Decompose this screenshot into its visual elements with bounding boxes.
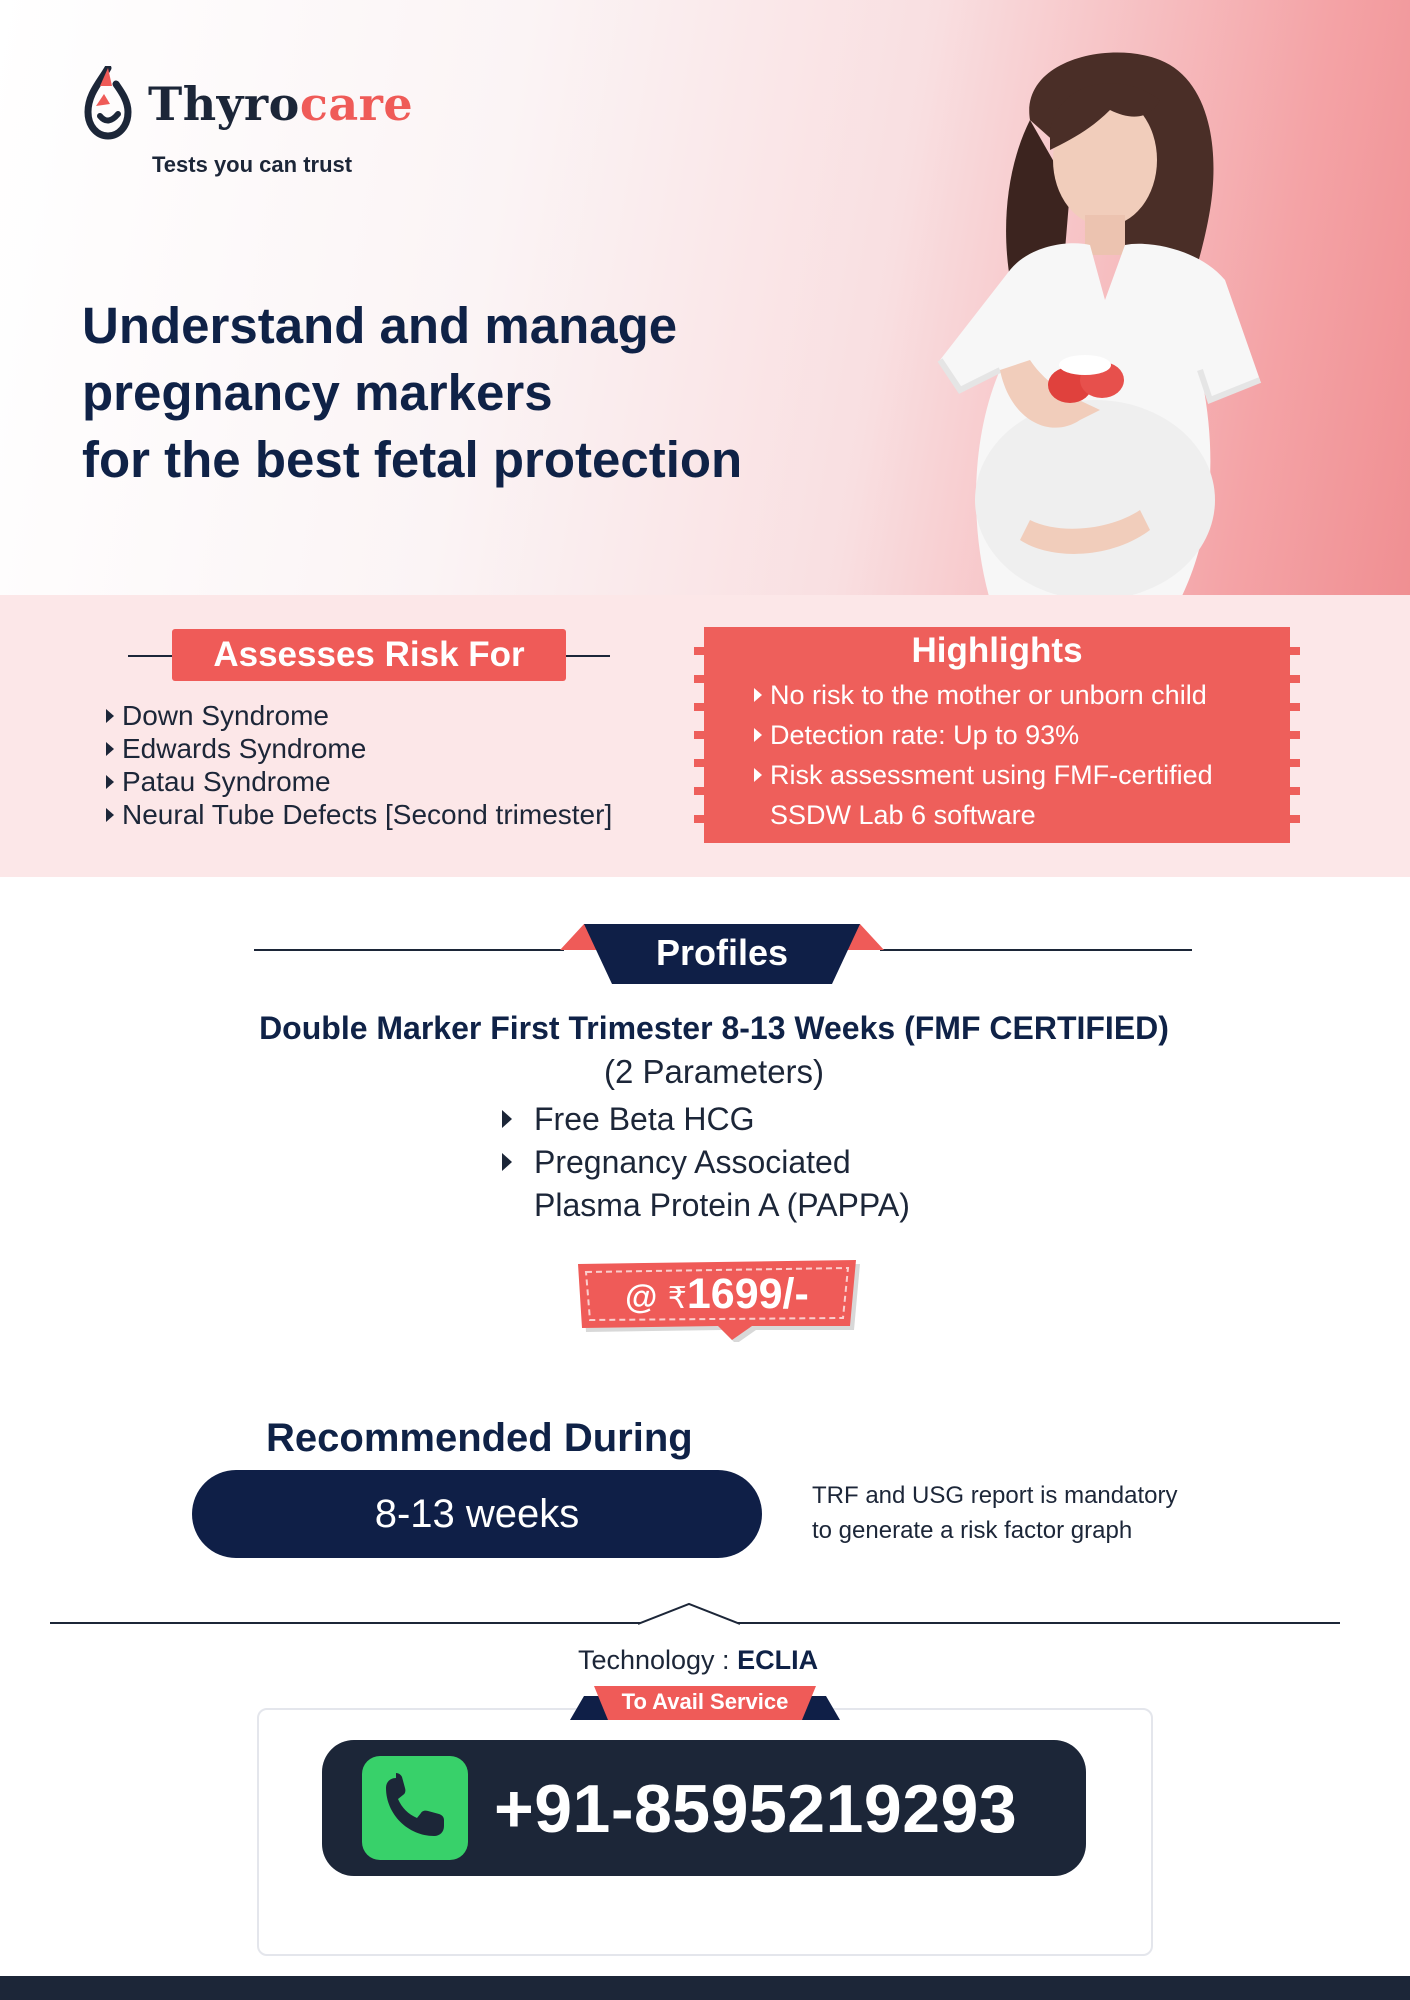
- highlight-item: Risk assessment using FMF-certified: [752, 755, 1290, 795]
- phone-number[interactable]: +91-8595219293: [494, 1771, 1018, 1847]
- risk-list: [104, 699, 612, 831]
- divider-peak: [638, 1602, 740, 1626]
- risk-title: Assesses Risk For: [172, 629, 566, 681]
- recommended-title: Recommended During: [266, 1416, 693, 1460]
- profiles-label: Profiles: [655, 932, 789, 973]
- parameter-item: Pregnancy Associated: [502, 1141, 910, 1184]
- profile-params-count: (2 Parameters): [603, 1053, 825, 1090]
- price-prefix: @: [625, 1278, 658, 1315]
- recommended-period: 8-13 weeks: [192, 1470, 762, 1558]
- hero-section: [0, 0, 1410, 595]
- phone-icon: [362, 1756, 468, 1860]
- technology-value: ECLIA: [737, 1645, 819, 1675]
- technology: [0, 1645, 1396, 1676]
- risk-item: Down Syndrome: [104, 699, 612, 732]
- price: [572, 1270, 862, 1319]
- price-amount: 1699/-: [686, 1270, 809, 1318]
- parameter-item: Free Beta HCG: [502, 1098, 910, 1141]
- highlights-list: [752, 675, 1290, 835]
- risk-item: Edwards Syndrome: [104, 732, 612, 765]
- risk-title-rule-left: [128, 655, 172, 657]
- profiles-rule-right: [880, 949, 1192, 951]
- note-line: to generate a risk factor graph: [812, 1517, 1133, 1544]
- highlight-item-continued: SSDW Lab 6 software: [770, 800, 1036, 830]
- brand-tagline: Tests you can trust: [152, 152, 353, 177]
- risk-item: Patau Syndrome: [104, 765, 612, 798]
- brand-logo: [82, 66, 413, 142]
- note-line: TRF and USG report is mandatory: [812, 1482, 1178, 1509]
- parameter-list: [502, 1098, 910, 1227]
- highlight-item: No risk to the mother or unborn child: [752, 675, 1290, 715]
- footer-bar: [0, 1976, 1410, 2000]
- risk-highlights-section: [0, 595, 1410, 877]
- risk-title-rule-right: [566, 655, 610, 657]
- rupee-icon: ₹: [667, 1282, 687, 1315]
- highlights-box: [694, 627, 1300, 843]
- parameter-item-continued: Plasma Protein A (PAPPA): [534, 1187, 910, 1223]
- pregnant-woman-photo: [880, 40, 1340, 595]
- headline-line: Understand and manage: [82, 297, 678, 354]
- recommended-note: [812, 1478, 1232, 1548]
- profiles-rule-left: [254, 949, 564, 951]
- avail-service-label: To Avail Service: [621, 1689, 789, 1714]
- profile-name: Double Marker First Trimester 8-13 Weeks (FMF CERTIFIED): [259, 1010, 1169, 1046]
- divider-right: [738, 1622, 1340, 1624]
- headline-line: for the best fetal protection: [82, 431, 743, 488]
- technology-label: Technology :: [577, 1645, 730, 1675]
- thyrocare-drop-icon: [82, 66, 134, 142]
- hero-headline: [82, 292, 842, 493]
- headline-line: pregnancy markers: [82, 364, 553, 421]
- brand-name: Thyrocare: [148, 77, 414, 131]
- highlight-item: Detection rate: Up to 93%: [752, 715, 1290, 755]
- phone-handset-icon: [362, 1756, 468, 1860]
- highlights-title: Highlights: [911, 631, 1083, 670]
- risk-item: Neural Tube Defects [Second trimester]: [104, 798, 612, 831]
- divider-left: [50, 1622, 640, 1624]
